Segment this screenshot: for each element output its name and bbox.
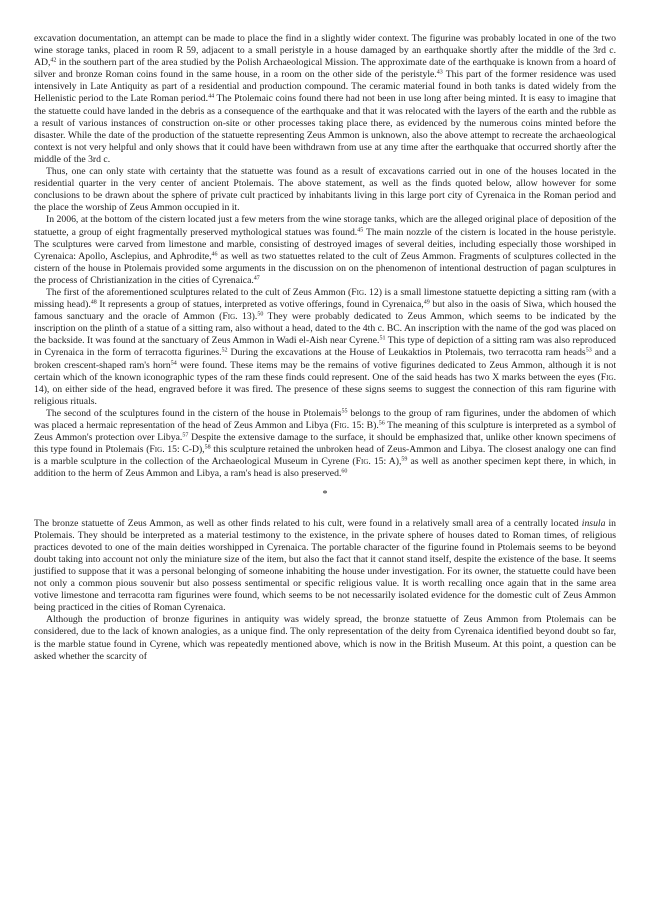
text-run: They were probably dedicated to Zeus Ammon, which seems to be indicated by the inscription on the plinth of a statue of a sitting ram, also without a head, dated to the 4th c. BC. An inscription with the name of the god was placed on the backside. It was found at the sanctuary of Zeus Ammon in Wadi el-Aish near Cyrene.: [34, 311, 616, 347]
text-run: The second of the sculptures found in the cistern of the house in Ptolemais: [46, 407, 342, 419]
paragraph: [34, 33, 616, 166]
footnote-ref[interactable]: 51: [379, 335, 386, 342]
paragraph: [34, 287, 616, 408]
section-lower-text: [34, 518, 616, 663]
figure-ref: Fig. 14: [34, 371, 616, 395]
footnote-ref[interactable]: 50: [257, 311, 264, 318]
text-run: were found. These items may be the remains of votive figurines dedicated to Zeus Ammon, although it is not certain which of the known iconographic types of the ram these finds could represent. One of the said heads has two X marks between the eyes (: [34, 359, 617, 383]
text-run: The main nozzle of the cistern is located in the house peristyle. The sculptures were carved from limestone and marble, consisting of destroyed images of several deities, including especially those worshiped in Cyrenaica: Apollo, Asclepius, and Aphrodite,: [34, 226, 616, 262]
text-run: this sculpture retained the unbroken head of Zeus-Ammon and Libya. The closest analogy one can find is a marble sculpture in the collection of the Archaeological Museum in Cyrene (: [34, 444, 616, 468]
page-body: [34, 33, 616, 663]
text-run: ).: [251, 311, 258, 323]
footnote-ref[interactable]: 55: [341, 408, 348, 415]
text-run: Despite the extensive damage to the surface, it should be emphasized that, unlike other known specimens of this type found in Ptolemais (: [34, 432, 616, 456]
text-run: : C-D),: [176, 444, 205, 456]
text-run: It represents a group of statues, interpreted as votive offerings, found in Cyrenaica,: [96, 299, 424, 311]
figure-ref: Fig. 15: [355, 456, 384, 468]
footnote-ref[interactable]: 43: [436, 69, 443, 76]
text-run: excavation documentation, an attempt can be made to place the find in a slightly wider context. The figurine was probably located in one of the two wine storage tanks, placed in room R 59, adjacent to a small peristyle in a house damaged by an earthquake shortly after the middle of the 3rd c. AD,: [34, 33, 616, 69]
footnote-ref[interactable]: 53: [585, 347, 592, 354]
text-run: This type of depiction of a sitting ram was also reproduced in Cyrenaica in the form of terracotta figurines.: [34, 335, 616, 359]
footnote-ref[interactable]: 52: [221, 347, 228, 354]
paragraph: [34, 614, 616, 662]
text-run: as well as two statuettes related to the cult of Zeus Ammon. Fragments of sculptures collected in the cistern of the house in Ptolemais provided some arguments in the discussion on on the phenomenon of intentional destruction of pagan sculptures in the process of Christianization in the cities of Cyrenaica.: [34, 250, 616, 286]
text-run: in Ptolemais. They should be interpreted as a material testimony to the existence, in the private sphere of houses dated to Roman times, of religious practices devoted to one of the main deities worshipped in Cyrenaica. The portable character of the figurine found in Ptolemais seems to be beyond doubt taking into account not only the miniature size of the item, but also the fact that it cannot stand itself, despite the existence of the base. It seems justified to suppose that it was a personal belonging of someone inhabiting the house under investigation. For its owner, the statuette could have been not only a common pious souvenir but also possess sentimental or specific religious value. It is worth recalling once again that in the same area votive limestone and terracotta ram figurines were found, which seems to be not necessarily isolated evidence for the domestic cult of Zeus Ammon being practiced in the cities of Roman Cyrenaica.: [34, 517, 616, 614]
footnote-ref[interactable]: 44: [208, 93, 215, 100]
text-run: The Ptolemaic coins found there had not been in use long after being minted. It is easy to imagine that the statuette could have landed in the debris as a consequence of the earthquake and that it was relocated with the layers of the earth and the rubble as a result of various instances of construction on-site or other processes taking place there, as evidenced by the numerous coins minted before the disaster. While the date of the production of the statuette representing Zeus Ammon is unknown, also the above attempt to recreate the archaeological context is not very helpful and only shows that it could have been withdrawn from use at any time after the earthquake that occurred shortly after the middle of the 3rd c.: [34, 93, 616, 165]
footnote-ref[interactable]: 58: [204, 444, 211, 451]
footnote-ref[interactable]: 48: [90, 299, 97, 306]
italic-term: insula: [581, 517, 606, 529]
text-run: : B).: [361, 420, 379, 431]
text-run: The first of the aforementioned sculptures related to the cult of Zeus Ammon (: [46, 286, 352, 298]
footnote-ref[interactable]: 60: [341, 468, 348, 475]
paragraph: [34, 518, 616, 615]
text-run: The meaning of this sculpture is interpreted as a symbol of Zeus Ammon's protection over Libya.: [34, 420, 616, 444]
text-run: In 2006, at the bottom of the cistern located just a few meters from the wine storage tanks, which are the alleged original place of deposition of the statuette, a group of eight fragmentally preserved mythological statues was found.: [34, 214, 616, 238]
footnote-ref[interactable]: 45: [357, 227, 364, 233]
footnote-ref[interactable]: 54: [170, 360, 177, 367]
paragraph: [34, 408, 616, 481]
text-run: belongs to the group of ram figurines, under the abdomen of which was placed a hermaic representation of the head of Zeus Ammon and Libya (: [34, 407, 616, 431]
text-run: ), on either side of the head, engraved before it was fired. The presence of these signs seems to suggest the connection of this ram figurine with religious rituals.: [34, 383, 616, 407]
text-run: as well as another specimen kept there, in which, in addition to the herm of Zeus Ammon and Libya, a ram's head is also preserved.: [34, 456, 616, 480]
text-run: Thus, one can only state with certainty that the statuette was found as a result of excavations carried out in one of the houses located in the residential quarter in the very center of ancient Ptolemais. The above statement, as well as the finds quoted below, allow however for some conclusions to be drawn about the sphere of private cult practiced by inhabitants living in this large port city of Cyrenaica in the Roman period and the place the worship of Zeus Ammon occupied in it.: [34, 166, 616, 214]
footnote-ref[interactable]: 47: [253, 275, 260, 282]
text-run: The bronze statuette of Zeus Ammon, as well as other finds related to his cult, were found in a relatively small area of a centrally located: [34, 517, 582, 529]
text-run: This part of the former residence was used intensively in Late Antiquity as part of a residential and production compound. The ceramic material found in both tanks is dated widely from the Hellenistic period to the Late Roman period.: [34, 69, 616, 105]
text-run: During the excavations at the House of Leukaktios in Ptolemais, two terracotta ram heads: [227, 347, 586, 359]
text-run: Although the production of bronze figurines in antiquity was widely spread, the bronze statuette of Zeus Ammon from Ptolemais can be considered, due to the lack of known analogies, as a unique find. The only representation of the deity from Cyrenaica identified beyond doubt so far, is the marble statue found in Cyrene, which was repeatedly mentioned above, which is now in the British Museum. At this point, a question can be asked whether the scarcity of: [34, 614, 616, 662]
paragraph: [34, 166, 616, 214]
footnote-ref[interactable]: 42: [50, 57, 57, 64]
figure-ref: Fig. 15: [333, 420, 362, 431]
section-separator: *: [322, 489, 328, 501]
figure-ref: Fig. 13: [222, 311, 252, 323]
text-run: ) is a small limestone statuette depicting a sitting ram (with a missing head).: [34, 286, 617, 311]
footnote-ref[interactable]: 57: [182, 432, 189, 439]
text-run: and a broken crescent-shaped ram's horn: [34, 347, 616, 371]
footnote-ref[interactable]: 59: [401, 456, 408, 463]
footnote-ref[interactable]: 49: [423, 299, 430, 306]
text-run: : A),: [383, 456, 402, 468]
footnote-ref[interactable]: 46: [211, 251, 218, 258]
footnote-ref[interactable]: 56: [378, 420, 385, 427]
text-run: in the southern part of the area studied by the Polish Archaeological Mission. The approximate date of the earthquake is known from a hoard of silver and bronze Roman coins found in the same house, in a room on the other side of the peristyle.: [34, 57, 616, 81]
figure-ref: Fig. 15: [149, 444, 177, 456]
figure-ref: Fig. 12: [351, 286, 379, 298]
paragraph: [34, 214, 616, 287]
section-upper-text: [34, 33, 616, 480]
text-run: but also in the oasis of Siwa, which housed the famous sanctuary and the oracle of Ammon (: [34, 299, 616, 323]
